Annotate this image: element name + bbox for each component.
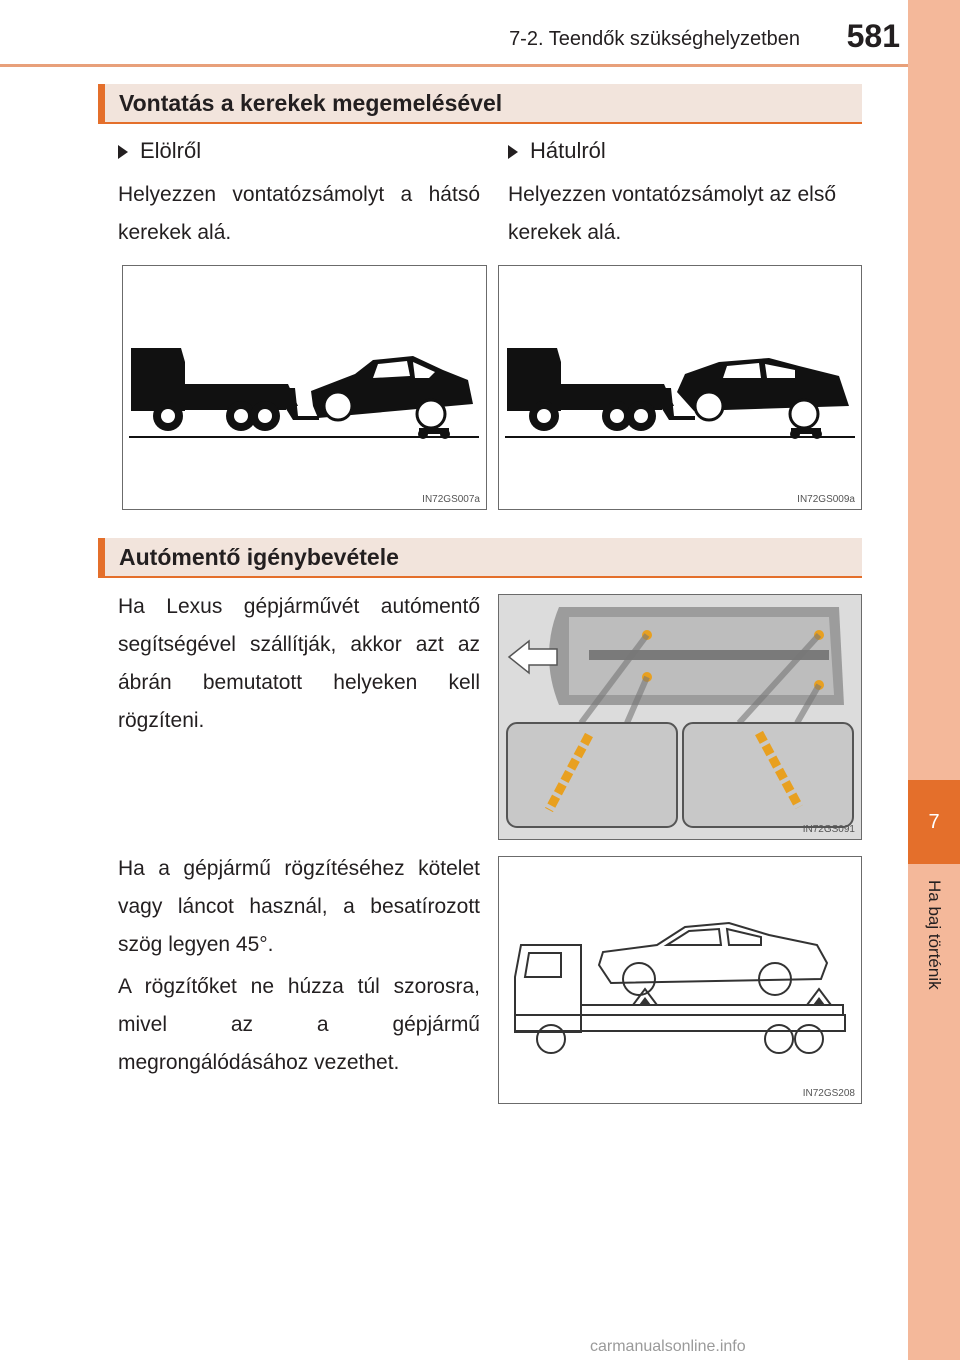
figure-code: IN72GS007a <box>422 494 480 505</box>
figure-tow-rear <box>498 265 862 510</box>
header-rule <box>0 64 908 67</box>
chapter-label <box>908 880 960 1030</box>
header-section-title: 7-2. Teendők szükséghelyzetben <box>509 28 800 50</box>
chapter-number: 7 <box>928 810 940 833</box>
car-carrier-illustration <box>499 857 861 1103</box>
figure-code: IN72GS009a <box>797 494 855 505</box>
paragraph-tie-down-points: Ha Lexus gépjárművét autómentő segítségével szállítják, akkor azt az ábrán bemutatott helyeken kell rögzíteni. <box>118 595 480 732</box>
watermark: carmanualsonline.info <box>590 1338 746 1355</box>
subheading-rear-label: Hátulról <box>530 138 606 163</box>
underbody-illustration <box>499 595 861 839</box>
figure-tow-front <box>122 265 487 510</box>
subheading-front-label: Elölről <box>140 138 202 163</box>
tow-truck-illustration <box>499 266 861 509</box>
chapter-number-tab[interactable] <box>908 780 960 864</box>
section-heading-towing-lift <box>98 84 862 124</box>
triangle-bullet-icon <box>118 145 128 159</box>
subheading-front <box>118 138 201 164</box>
tow-truck-illustration <box>123 266 486 509</box>
figure-code: IN72GS208 <box>802 1088 855 1099</box>
front-instructions: Helyezzen vontatózsámolyt a hátsó kerekek alá. <box>118 183 480 244</box>
figure-tie-down-points <box>498 594 862 840</box>
triangle-bullet-icon <box>508 145 518 159</box>
page-number: 581 <box>846 18 900 54</box>
side-tab <box>908 0 960 1360</box>
section-title: Autómentő igénybevétele <box>119 544 399 570</box>
section-title: Vontatás a kerekek megemelésével <box>119 90 503 116</box>
subheading-rear <box>508 138 606 164</box>
chapter-label-text: Ha baj történik <box>925 880 944 990</box>
figure-code: IN72GS091 <box>802 824 855 835</box>
paragraph-angle: Ha a gépjármű rögzítéséhez kötelet vagy láncot használ, a besatírozott szög legyen 45°. <box>118 857 480 956</box>
rear-instructions: Helyezzen vontatózsámolyt az első kerekek alá. <box>508 183 836 244</box>
paragraph-tightening: A rögzítőket ne húzza túl szorosra, mivel az a gépjármű megrongálódásához vezethet. <box>118 975 480 1074</box>
section-heading-car-carrier <box>98 538 862 578</box>
figure-car-carrier <box>498 856 862 1104</box>
